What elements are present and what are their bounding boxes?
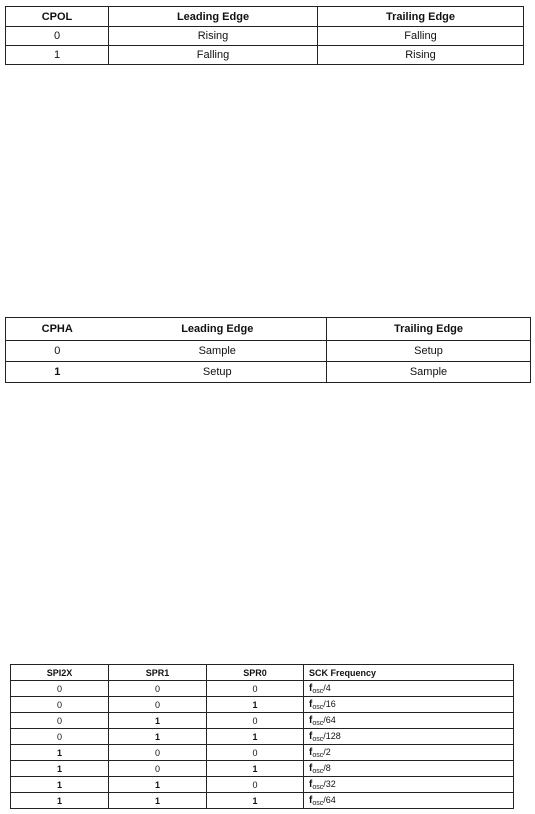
cpha-header-trailing-edge: Trailing Edge xyxy=(327,318,531,341)
freq-base-symbol: f xyxy=(309,698,313,710)
sck-frequency-cell xyxy=(304,681,514,697)
freq-divisor: /64 xyxy=(323,714,336,725)
freq-base-symbol: f xyxy=(309,778,313,790)
cpol-cell: 1 xyxy=(6,46,109,65)
leading-edge-cell: Sample xyxy=(109,341,327,362)
freq-subscript: osc xyxy=(312,767,324,775)
spr0-cell: 0 xyxy=(207,713,304,729)
freq-base-symbol: f xyxy=(309,762,313,774)
cpol-cell: 0 xyxy=(6,27,109,46)
leading-edge-cell: Setup xyxy=(109,362,327,383)
freq-base-symbol: f xyxy=(309,682,313,694)
sck-frequency-cell xyxy=(304,713,514,729)
spr0-cell: 1 xyxy=(207,761,304,777)
cpha-header-cpha: CPHA xyxy=(6,318,109,341)
spr1-cell: 0 xyxy=(109,681,207,697)
sck-frequency-cell xyxy=(304,777,514,793)
sck-header-spr0: SPR0 xyxy=(207,665,304,681)
table-row xyxy=(11,713,514,729)
spr1-cell: 0 xyxy=(109,761,207,777)
cpha-header-leading-edge: Leading Edge xyxy=(109,318,327,341)
table-row xyxy=(11,793,514,809)
trailing-edge-cell: Rising xyxy=(318,46,524,65)
freq-divisor: /32 xyxy=(323,778,336,789)
spi2x-cell: 1 xyxy=(11,777,109,793)
freq-divisor: /2 xyxy=(323,746,331,757)
freq-base-symbol: f xyxy=(309,730,313,742)
trailing-edge-cell: Falling xyxy=(318,27,524,46)
spr1-cell: 1 xyxy=(109,713,207,729)
sck-header-row xyxy=(11,665,514,681)
spi2x-cell: 1 xyxy=(11,745,109,761)
sck-header-spi2x: SPI2X xyxy=(11,665,109,681)
table-row xyxy=(11,681,514,697)
sck-header-spr1: SPR1 xyxy=(109,665,207,681)
table-row xyxy=(11,729,514,745)
cpol-table xyxy=(5,6,524,65)
freq-subscript: osc xyxy=(312,703,324,711)
spr1-cell: 1 xyxy=(109,729,207,745)
cpol-header-trailing-edge: Trailing Edge xyxy=(318,7,524,27)
spr0-cell: 0 xyxy=(207,681,304,697)
freq-base-symbol: f xyxy=(309,746,313,758)
sck-header-frequency: SCK Frequency xyxy=(304,665,514,681)
freq-subscript: osc xyxy=(312,719,324,727)
spi2x-cell: 0 xyxy=(11,681,109,697)
trailing-edge-cell: Sample xyxy=(327,362,531,383)
table-row xyxy=(11,697,514,713)
table-row xyxy=(11,745,514,761)
sck-frequency-cell xyxy=(304,793,514,809)
sck-frequency-cell xyxy=(304,729,514,745)
table-row xyxy=(11,777,514,793)
freq-subscript: osc xyxy=(312,735,324,743)
trailing-edge-cell: Setup xyxy=(327,341,531,362)
cpha-table xyxy=(5,317,531,383)
spr0-cell: 0 xyxy=(207,745,304,761)
cpol-header-row xyxy=(6,7,524,27)
sck-table-body xyxy=(11,681,514,809)
spi2x-cell: 0 xyxy=(11,713,109,729)
spr1-cell: 0 xyxy=(109,697,207,713)
spi2x-cell: 1 xyxy=(11,761,109,777)
cpha-cell: 1 xyxy=(6,362,109,383)
freq-divisor: /128 xyxy=(323,730,341,741)
freq-subscript: osc xyxy=(312,751,324,759)
cpol-header-cpol: CPOL xyxy=(6,7,109,27)
sck-frequency-cell xyxy=(304,697,514,713)
leading-edge-cell: Rising xyxy=(109,27,318,46)
cpha-header-row xyxy=(6,318,531,341)
spr1-cell: 0 xyxy=(109,745,207,761)
sck-frequency-cell xyxy=(304,761,514,777)
spr0-cell: 1 xyxy=(207,793,304,809)
freq-divisor: /64 xyxy=(323,794,336,805)
leading-edge-cell: Falling xyxy=(109,46,318,65)
sck-frequency-table xyxy=(10,664,514,809)
spr0-cell: 0 xyxy=(207,777,304,793)
spr1-cell: 1 xyxy=(109,793,207,809)
spi2x-cell: 1 xyxy=(11,793,109,809)
freq-subscript: osc xyxy=(312,783,324,791)
spi2x-cell: 0 xyxy=(11,729,109,745)
table-row xyxy=(11,761,514,777)
table-row xyxy=(6,362,531,383)
table-row xyxy=(6,46,524,65)
spr1-cell: 1 xyxy=(109,777,207,793)
cpha-cell: 0 xyxy=(6,341,109,362)
spr0-cell: 1 xyxy=(207,697,304,713)
spr0-cell: 1 xyxy=(207,729,304,745)
freq-base-symbol: f xyxy=(309,794,313,806)
freq-divisor: /4 xyxy=(323,682,331,693)
sck-frequency-cell xyxy=(304,745,514,761)
freq-subscript: osc xyxy=(312,799,324,807)
freq-subscript: osc xyxy=(312,687,324,695)
freq-divisor: /8 xyxy=(323,762,331,773)
freq-divisor: /16 xyxy=(323,698,336,709)
table-row xyxy=(6,27,524,46)
freq-base-symbol: f xyxy=(309,714,313,726)
spi2x-cell: 0 xyxy=(11,697,109,713)
cpol-header-leading-edge: Leading Edge xyxy=(109,7,318,27)
table-row xyxy=(6,341,531,362)
